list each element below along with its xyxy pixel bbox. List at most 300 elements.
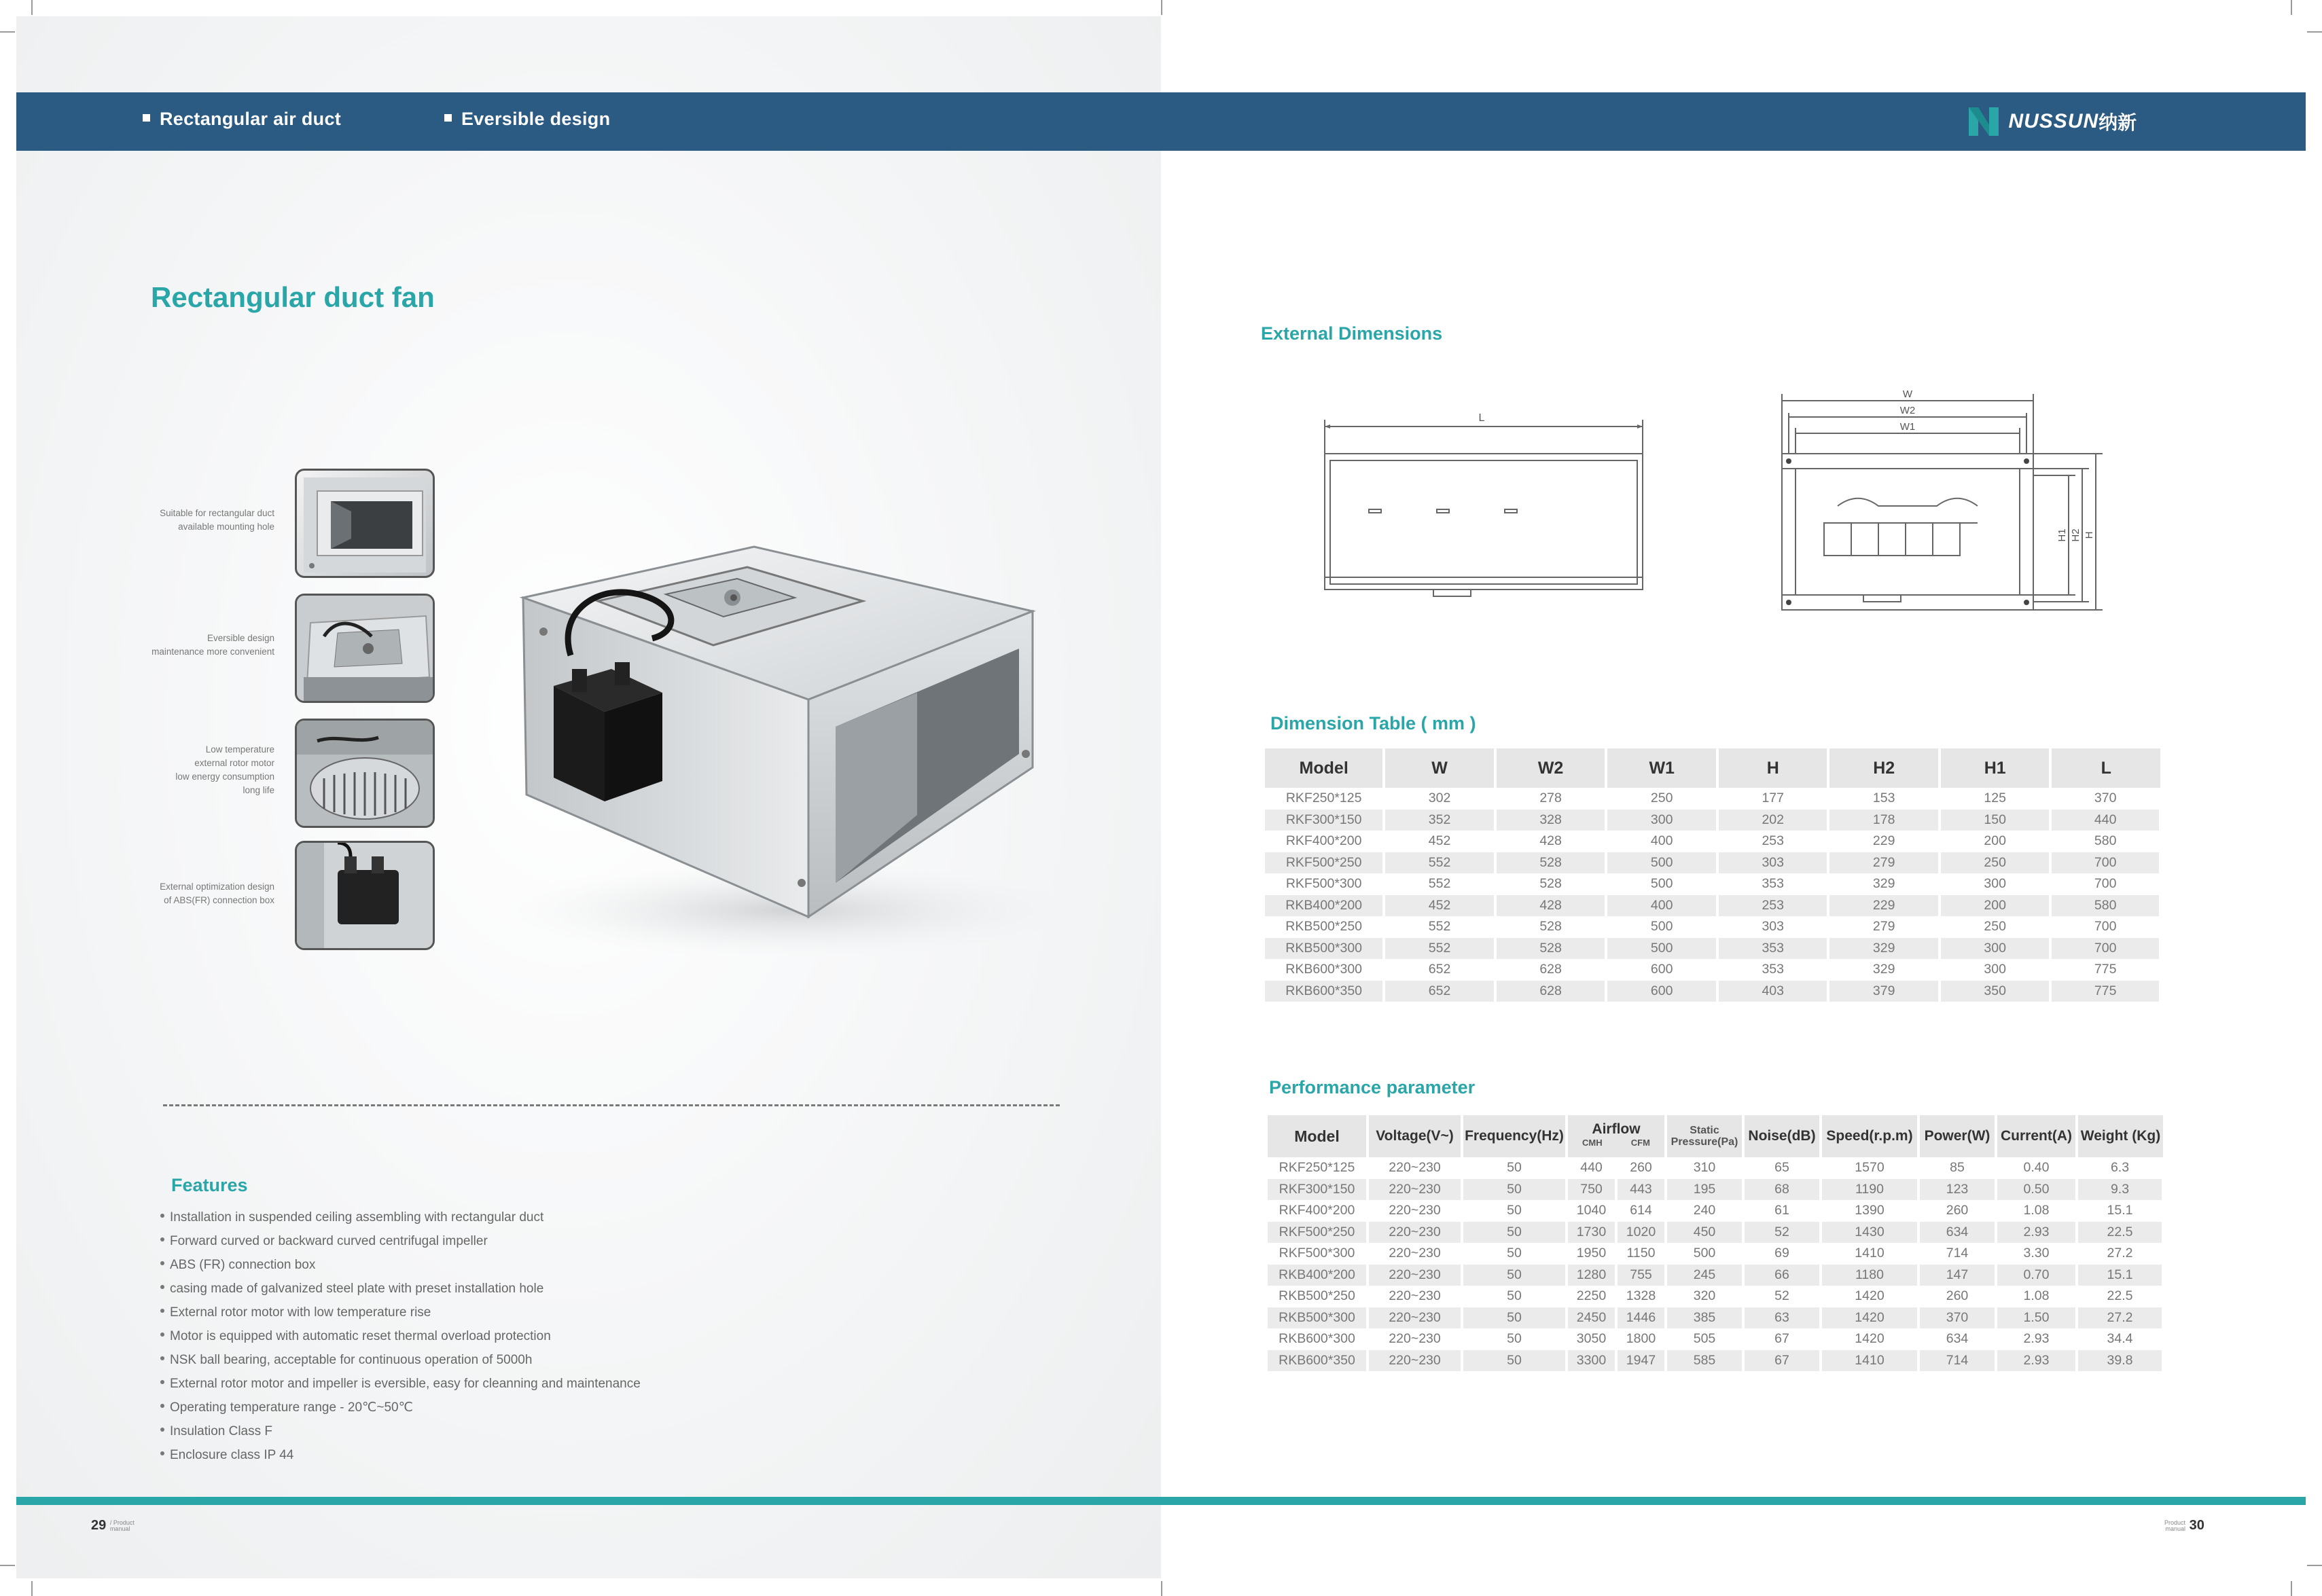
table-cell: 1410 [1821, 1243, 1918, 1265]
header-model: Model [1268, 1115, 1368, 1157]
table-cell: RKF500*250 [1265, 852, 1384, 874]
header-static-pressure [1666, 1115, 1743, 1157]
feature-item [160, 1229, 840, 1253]
table-cell: 400 [1606, 895, 1717, 917]
dim-header-cell: W [1384, 748, 1495, 788]
header-tag-label: Eversible design [461, 109, 611, 129]
feature-text: Insulation Class F [170, 1424, 273, 1438]
feature-text: ABS (FR) connection box [170, 1258, 316, 1272]
page-label-line: Product [2164, 1519, 2186, 1526]
table-cell: 240 [1666, 1200, 1743, 1222]
table-row [1265, 916, 2160, 938]
table-cell: RKF500*300 [1268, 1243, 1368, 1265]
table-row [1268, 1307, 2163, 1329]
table-cell: 34.4 [2077, 1328, 2163, 1350]
table-header-row [1268, 1115, 2163, 1157]
table-cell: 229 [1828, 895, 1939, 917]
table-cell: 652 [1384, 981, 1495, 1002]
table-cell: RKB600*350 [1268, 1350, 1368, 1372]
header-current: Current(A) [1996, 1115, 2077, 1157]
table-cell: 329 [1828, 873, 1939, 895]
table-cell: 1280 [1567, 1265, 1616, 1286]
table-cell: 755 [1616, 1265, 1666, 1286]
table-cell: 320 [1666, 1286, 1743, 1307]
table-cell: 278 [1495, 788, 1607, 810]
table-row [1268, 1328, 2163, 1350]
bullet-icon [160, 1356, 164, 1360]
table-cell: RKF400*200 [1265, 831, 1384, 852]
performance-table [1268, 1115, 2164, 1371]
crop-mark [31, 1581, 33, 1596]
page-label-line: manual [2165, 1525, 2186, 1532]
table-cell: 125 [1940, 788, 2050, 810]
table-cell: 443 [1616, 1179, 1666, 1201]
header-speed: Speed(r.p.m) [1821, 1115, 1918, 1157]
dim-label-h2: H2 [2070, 528, 2082, 542]
table-cell: RKB600*300 [1265, 959, 1384, 981]
dim-header-cell: H [1717, 748, 1828, 788]
table-cell: RKB600*350 [1265, 981, 1384, 1002]
table-row [1268, 1200, 2163, 1222]
table-cell: 329 [1828, 959, 1939, 981]
table-cell: RKF300*150 [1268, 1179, 1368, 1201]
table-cell: 528 [1495, 938, 1607, 960]
feature-item [160, 1443, 840, 1467]
table-cell: 250 [1940, 852, 2050, 874]
dim-label-w: W [1902, 388, 1913, 400]
feature-item [160, 1324, 840, 1348]
dim-label-h: H [2084, 531, 2095, 539]
table-cell: 195 [1666, 1179, 1743, 1201]
crop-mark [2291, 0, 2292, 15]
table-cell: 628 [1495, 981, 1607, 1002]
table-row [1265, 981, 2160, 1002]
table-cell: 353 [1717, 873, 1828, 895]
feature-item [160, 1372, 840, 1396]
feature-text: Installation in suspended ceiling assembling with rectangular duct [170, 1210, 544, 1225]
features-title: Features [171, 1175, 248, 1195]
callout-line: external rotor motor [194, 758, 274, 768]
crop-mark [31, 0, 33, 15]
table-cell: 628 [1495, 959, 1607, 981]
thumbnail-motor-impeller [295, 719, 435, 828]
table-cell: 50 [1462, 1265, 1567, 1286]
table-cell: 220~230 [1368, 1200, 1462, 1222]
table-cell: 3050 [1567, 1328, 1616, 1350]
table-row [1268, 1286, 2163, 1307]
table-cell: 585 [1666, 1350, 1743, 1372]
bullet-icon [160, 1237, 164, 1241]
dim-header-cell: H1 [1940, 748, 2050, 788]
table-cell: 528 [1495, 873, 1607, 895]
table-row [1268, 1243, 2163, 1265]
header-tag-eversible [444, 109, 610, 130]
table-cell: 700 [2050, 852, 2160, 874]
table-cell: RKB500*300 [1265, 938, 1384, 960]
table-cell: 1420 [1821, 1286, 1918, 1307]
header-bar [16, 92, 2306, 151]
table-cell: 505 [1666, 1328, 1743, 1350]
table-cell: 750 [1567, 1179, 1616, 1201]
square-bullet-icon [444, 114, 452, 122]
header-tag-rect-duct [143, 109, 341, 130]
table-cell: 50 [1462, 1350, 1567, 1372]
page-number-left [91, 1518, 135, 1534]
table-cell: RKF500*300 [1265, 873, 1384, 895]
crop-mark [1161, 0, 1162, 15]
table-row [1265, 788, 2160, 810]
table-body [1265, 788, 2160, 1002]
table-cell: 700 [2050, 938, 2160, 960]
external-dimensions-title: External Dimensions [1261, 323, 1443, 344]
table-cell: 67 [1743, 1328, 1821, 1350]
table-cell: 177 [1717, 788, 1828, 810]
table-cell: 1040 [1567, 1200, 1616, 1222]
table-cell: 2.93 [1996, 1328, 2077, 1350]
table-cell: 303 [1717, 916, 1828, 938]
table-row [1265, 873, 2160, 895]
bullet-icon [160, 1332, 164, 1337]
table-row [1265, 852, 2160, 874]
table-cell: 552 [1384, 938, 1495, 960]
table-cell: 220~230 [1368, 1328, 1462, 1350]
crop-mark [2291, 1581, 2292, 1596]
table-cell: 1180 [1821, 1265, 1918, 1286]
table-cell: 50 [1462, 1307, 1567, 1329]
table-cell: 528 [1495, 916, 1607, 938]
table-cell: 614 [1616, 1200, 1666, 1222]
table-cell: 403 [1717, 981, 1828, 1002]
callout-line: available mounting hole [178, 522, 274, 532]
table-cell: 245 [1666, 1265, 1743, 1286]
header-power: Power(W) [1918, 1115, 1996, 1157]
page-number: 30 [2189, 1518, 2204, 1533]
side-view-drawing [1321, 407, 1647, 608]
crop-mark [2307, 1565, 2322, 1566]
table-cell: 15.1 [2077, 1265, 2163, 1286]
header-static-line: Pressure(Pa) [1671, 1136, 1738, 1148]
callout-line: Eversible design [207, 633, 274, 643]
header-airflow [1567, 1115, 1666, 1157]
table-cell: 352 [1384, 810, 1495, 831]
table-cell: 66 [1743, 1265, 1821, 1286]
table-cell: 652 [1384, 959, 1495, 981]
table-cell: 1.50 [1996, 1307, 2077, 1329]
table-cell: 714 [1918, 1243, 1996, 1265]
feature-text: External rotor motor and impeller is eversible, easy for cleanning and maintenance [170, 1377, 641, 1391]
dim-header-cell: L [2050, 748, 2160, 788]
table-cell: 303 [1717, 852, 1828, 874]
table-cell: 200 [1940, 831, 2050, 852]
page-label: / Product manual [109, 1519, 135, 1532]
table-cell: 452 [1384, 895, 1495, 917]
table-cell: 52 [1743, 1222, 1821, 1244]
table-row [1268, 1157, 2163, 1179]
feature-text: Motor is equipped with automatic reset thermal overload protection [170, 1329, 551, 1343]
table-cell: 2450 [1567, 1307, 1616, 1329]
table-cell: 1.08 [1996, 1200, 2077, 1222]
callout-line: External optimization design [160, 882, 274, 892]
table-cell: 63 [1743, 1307, 1821, 1329]
dim-label-w1: W1 [1899, 421, 1916, 433]
bullet-icon [160, 1261, 164, 1265]
feature-text: NSK ball bearing, acceptable for continuous operation of 5000h [170, 1353, 533, 1367]
table-cell: RKB500*250 [1268, 1286, 1368, 1307]
table-cell: 260 [1616, 1157, 1666, 1179]
table-cell: 500 [1606, 873, 1717, 895]
table-cell: 634 [1918, 1222, 1996, 1244]
table-cell: 68 [1743, 1179, 1821, 1201]
bullet-icon [160, 1309, 164, 1313]
table-cell: 300 [1940, 959, 2050, 981]
table-cell: 370 [2050, 788, 2160, 810]
table-cell: 50 [1462, 1243, 1567, 1265]
table-cell: 279 [1828, 852, 1939, 874]
table-cell: 15.1 [2077, 1200, 2163, 1222]
table-cell: 3.30 [1996, 1243, 2077, 1265]
table-cell: 500 [1666, 1243, 1743, 1265]
header-cmh: CMH [1582, 1138, 1603, 1148]
feature-item [160, 1205, 840, 1229]
header-frequency: Frequency(Hz) [1462, 1115, 1567, 1157]
table-cell: 1570 [1821, 1157, 1918, 1179]
callout-motor [30, 743, 274, 797]
feature-text: External rotor motor with low temperature rise [170, 1305, 431, 1320]
table-cell: 50 [1462, 1222, 1567, 1244]
bullet-icon [160, 1380, 164, 1384]
table-cell: RKF250*125 [1268, 1157, 1368, 1179]
table-cell: 67 [1743, 1350, 1821, 1372]
feature-text: casing made of galvanized steel plate with preset installation hole [170, 1282, 544, 1296]
table-cell: 300 [1940, 938, 2050, 960]
feature-text: Enclosure class IP 44 [170, 1448, 294, 1462]
table-cell: 1420 [1821, 1328, 1918, 1350]
table-cell: 22.5 [2077, 1286, 2163, 1307]
table-cell: 1730 [1567, 1222, 1616, 1244]
table-cell: 61 [1743, 1200, 1821, 1222]
table-cell: 220~230 [1368, 1265, 1462, 1286]
performance-title: Performance parameter [1269, 1077, 1476, 1098]
table-cell: 27.2 [2077, 1307, 2163, 1329]
table-cell: RKB400*200 [1268, 1265, 1368, 1286]
front-view-drawing [1776, 387, 2109, 611]
table-cell: 147 [1918, 1265, 1996, 1286]
brand-name-cjk: 纳新 [2098, 112, 2137, 133]
table-cell: 1328 [1616, 1286, 1666, 1307]
table-cell: 353 [1717, 959, 1828, 981]
table-cell: 253 [1717, 895, 1828, 917]
table-row [1265, 938, 2160, 960]
page-label-line: manual [109, 1525, 130, 1532]
table-cell: RKB400*200 [1265, 895, 1384, 917]
table-cell: 552 [1384, 916, 1495, 938]
table-cell: 500 [1606, 916, 1717, 938]
table-cell: RKB500*300 [1268, 1307, 1368, 1329]
table-row [1268, 1222, 2163, 1244]
table-row [1265, 959, 2160, 981]
feature-item [160, 1277, 840, 1301]
features-list [160, 1205, 840, 1467]
header-airflow-label: Airflow [1592, 1121, 1641, 1137]
table-cell: 69 [1743, 1243, 1821, 1265]
table-cell: 350 [1940, 981, 2050, 1002]
feature-item [160, 1419, 840, 1443]
table-cell: 1800 [1616, 1328, 1666, 1350]
table-cell: 600 [1606, 981, 1717, 1002]
table-cell: 85 [1918, 1157, 1996, 1179]
table-cell: RKF300*150 [1265, 810, 1384, 831]
page-label-line: Product [113, 1519, 135, 1526]
page-title: Rectangular duct fan [151, 281, 435, 313]
table-cell: 500 [1606, 938, 1717, 960]
table-cell: 6.3 [2077, 1157, 2163, 1179]
bullet-icon [160, 1214, 164, 1218]
dim-label-h1: H1 [2056, 528, 2068, 542]
divider-line [163, 1104, 1060, 1106]
table-cell: 600 [1606, 959, 1717, 981]
table-cell: 0.40 [1996, 1157, 2077, 1179]
table-row [1268, 1350, 2163, 1372]
table-cell: 310 [1666, 1157, 1743, 1179]
thumbnail-connection-box [295, 841, 435, 950]
thumbnail-duct-opening [295, 469, 435, 578]
feature-text: Operating temperature range - 20℃~50℃ [170, 1400, 413, 1415]
table-cell: 452 [1384, 831, 1495, 852]
table-cell: 1950 [1567, 1243, 1616, 1265]
table-cell: 1020 [1616, 1222, 1666, 1244]
table-cell: 2.93 [1996, 1350, 2077, 1372]
callout-line: Low temperature [205, 744, 274, 755]
page-number-right [2164, 1518, 2204, 1534]
feature-item [160, 1396, 840, 1419]
table-cell: 1390 [1821, 1200, 1918, 1222]
table-cell: 1430 [1821, 1222, 1918, 1244]
feature-item [160, 1348, 840, 1372]
table-cell: 50 [1462, 1328, 1567, 1350]
bullet-icon [160, 1285, 164, 1289]
table-cell: 123 [1918, 1179, 1996, 1201]
feature-item [160, 1301, 840, 1324]
table-cell: 580 [2050, 831, 2160, 852]
feature-text: Forward curved or backward curved centrifugal impeller [170, 1234, 488, 1248]
table-cell: 22.5 [2077, 1222, 2163, 1244]
crop-mark [2307, 31, 2322, 33]
table-cell: 220~230 [1368, 1350, 1462, 1372]
square-bullet-icon [143, 114, 150, 122]
header-weight: Weight (Kg) [2077, 1115, 2163, 1157]
callout-line: maintenance more convenient [151, 647, 274, 657]
header-static-line: Static [1690, 1125, 1719, 1136]
table-cell: 220~230 [1368, 1243, 1462, 1265]
table-cell: RKF400*200 [1268, 1200, 1368, 1222]
table-cell: 1420 [1821, 1307, 1918, 1329]
dim-label-l: L [1478, 412, 1485, 424]
table-cell: 302 [1384, 788, 1495, 810]
header-tag-label: Rectangular air duct [160, 109, 342, 129]
callout-line: long life [243, 785, 274, 795]
table-cell: 714 [1918, 1350, 1996, 1372]
footer-bar [16, 1497, 2306, 1505]
bullet-icon [160, 1451, 164, 1455]
table-header-row [1265, 748, 2160, 788]
table-cell: 353 [1717, 938, 1828, 960]
table-cell: 220~230 [1368, 1307, 1462, 1329]
table-cell: RKB500*250 [1265, 916, 1384, 938]
table-cell: RKB600*300 [1268, 1328, 1368, 1350]
page-number: 29 [91, 1518, 107, 1533]
table-cell: 552 [1384, 873, 1495, 895]
table-cell: 300 [1606, 810, 1717, 831]
table-cell: 329 [1828, 938, 1939, 960]
table-cell: 229 [1828, 831, 1939, 852]
callout-eversible [30, 632, 274, 659]
table-cell: 450 [1666, 1222, 1743, 1244]
table-cell: 1947 [1616, 1350, 1666, 1372]
table-cell: 9.3 [2077, 1179, 2163, 1201]
table-cell: 0.50 [1996, 1179, 2077, 1201]
table-cell: 0.70 [1996, 1265, 2077, 1286]
table-cell: 428 [1495, 895, 1607, 917]
brand-logo [1966, 105, 2137, 139]
header-cfm: CFM [1630, 1138, 1650, 1148]
table-row [1265, 831, 2160, 852]
table-cell: 1190 [1821, 1179, 1918, 1201]
feature-item [160, 1253, 840, 1277]
table-cell: 50 [1462, 1200, 1567, 1222]
table-cell: 153 [1828, 788, 1939, 810]
table-cell: 775 [2050, 981, 2160, 1002]
table-cell: 328 [1495, 810, 1607, 831]
table-cell: 200 [1940, 895, 2050, 917]
table-row [1265, 810, 2160, 831]
table-cell: 220~230 [1368, 1286, 1462, 1307]
crop-mark [1161, 1581, 1162, 1596]
bullet-icon [160, 1404, 164, 1408]
table-cell: 1150 [1616, 1243, 1666, 1265]
table-cell: 1410 [1821, 1350, 1918, 1372]
table-cell: 634 [1918, 1328, 1996, 1350]
table-cell: 279 [1828, 916, 1939, 938]
table-cell: 1.08 [1996, 1286, 2077, 1307]
header-noise: Noise(dB) [1743, 1115, 1821, 1157]
thumbnail-eversible [295, 594, 435, 703]
table-row [1265, 895, 2160, 917]
nussun-logo-icon [1966, 105, 2001, 139]
table-cell: 260 [1918, 1200, 1996, 1222]
table-cell: 260 [1918, 1286, 1996, 1307]
crop-mark [0, 1565, 15, 1566]
table-cell: 400 [1606, 831, 1717, 852]
table-cell: 220~230 [1368, 1179, 1462, 1201]
dim-header-cell: W2 [1495, 748, 1607, 788]
table-row [1268, 1265, 2163, 1286]
table-cell: 2250 [1567, 1286, 1616, 1307]
crop-mark [0, 31, 15, 33]
table-cell: 700 [2050, 916, 2160, 938]
table-cell: 300 [1940, 873, 2050, 895]
table-cell: 65 [1743, 1157, 1821, 1179]
table-cell: 250 [1606, 788, 1717, 810]
table-cell: 552 [1384, 852, 1495, 874]
table-cell: 775 [2050, 959, 2160, 981]
dimension-table [1265, 748, 2162, 1002]
dim-header-cell: H2 [1828, 748, 1939, 788]
table-cell: 379 [1828, 981, 1939, 1002]
page-label [2164, 1520, 2185, 1532]
table-cell: 202 [1717, 810, 1828, 831]
table-row [1268, 1179, 2163, 1201]
table-cell: 52 [1743, 1286, 1821, 1307]
